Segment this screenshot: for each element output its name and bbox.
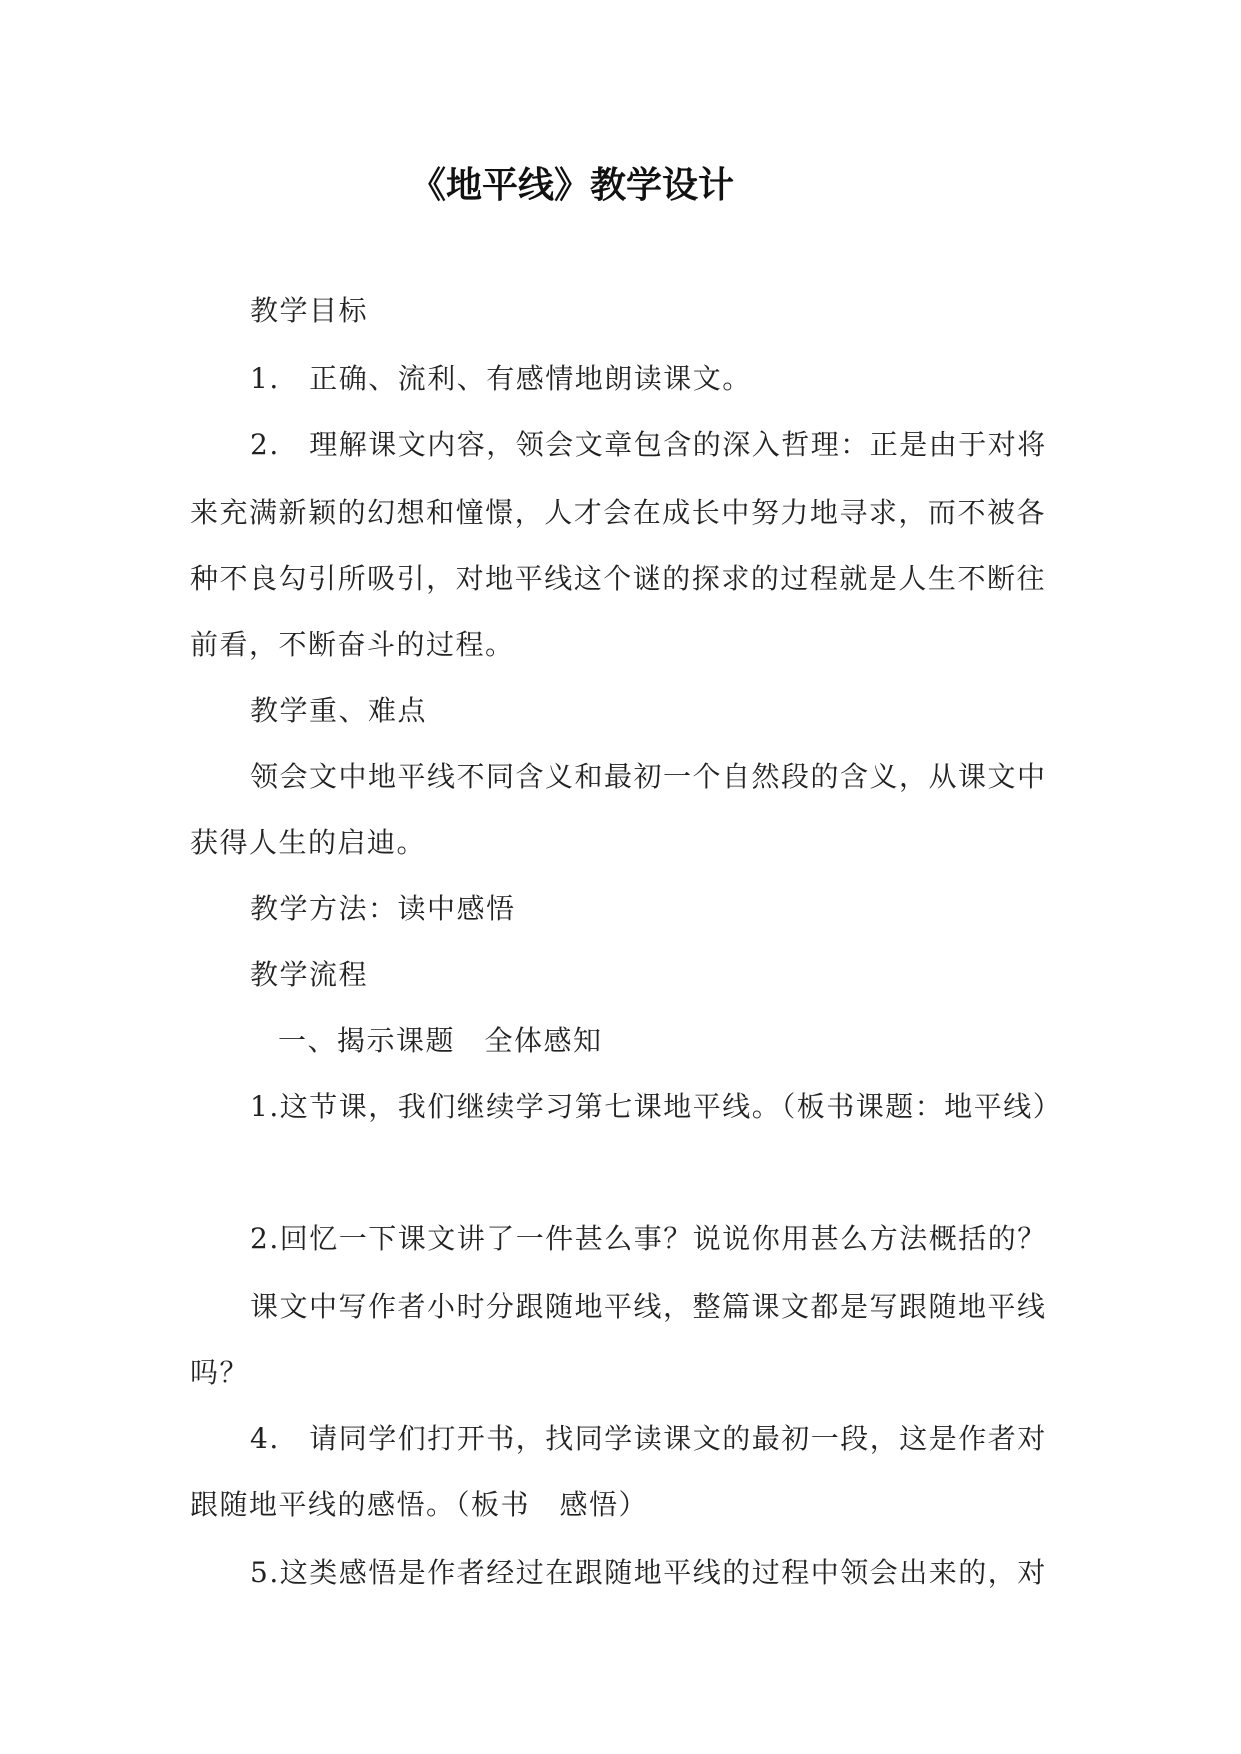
goal-item-2-line-1: 2. 理解课文内容，领会文章包含的深入哲理：正是由于对将 — [250, 428, 1047, 461]
key-points-line-1: 领会文中地平线不同含义和最初一个自然段的含义，从课文中 — [250, 760, 1047, 793]
process-item-2: 2.回忆一下课文讲了一件甚么事？说说你用甚么方法概括的？ — [250, 1222, 1047, 1255]
teaching-method: 教学方法：读中感悟 — [250, 892, 516, 925]
process-item-4-line-1: 4. 请同学们打开书，找同学读课文的最初一段，这是作者对 — [250, 1422, 1047, 1455]
heading-teaching-process: 教学流程 — [250, 958, 369, 991]
goal-item-2-line-3: 种不良勾引所吸引，对地平线这个谜的探求的过程就是人生不断往 — [190, 562, 1046, 595]
document-title: 《地平线》教学设计 — [410, 165, 735, 206]
process-item-1: 1.这节课，我们继续学习第七课地平线。（板书课题：地平线） — [250, 1090, 1063, 1123]
process-item-3-line-2: 吗？ — [190, 1356, 250, 1389]
process-item-5-line-1: 5.这类感悟是作者经过在跟随地平线的过程中领会出来的，对 — [250, 1556, 1047, 1589]
heading-key-points: 教学重、难点 — [250, 694, 428, 727]
heading-teaching-goals: 教学目标 — [250, 294, 369, 327]
process-item-4-line-2: 跟随地平线的感悟。（板书 感悟） — [190, 1488, 649, 1521]
process-item-3-line-1: 课文中写作者小时分跟随地平线，整篇课文都是写跟随地平线 — [250, 1290, 1047, 1323]
key-points-line-2: 获得人生的启迪。 — [190, 826, 427, 859]
goal-item-2-line-2: 来充满新颖的幻想和憧憬，人才会在成长中努力地寻求，而不被各 — [190, 496, 1046, 529]
section-one-heading: 一、揭示课题 全体感知 — [278, 1024, 603, 1057]
goal-item-2-line-4: 前看，不断奋斗的过程。 — [190, 628, 515, 661]
goal-item-1: 1. 正确、流利、有感情地朗读课文。 — [250, 362, 752, 395]
